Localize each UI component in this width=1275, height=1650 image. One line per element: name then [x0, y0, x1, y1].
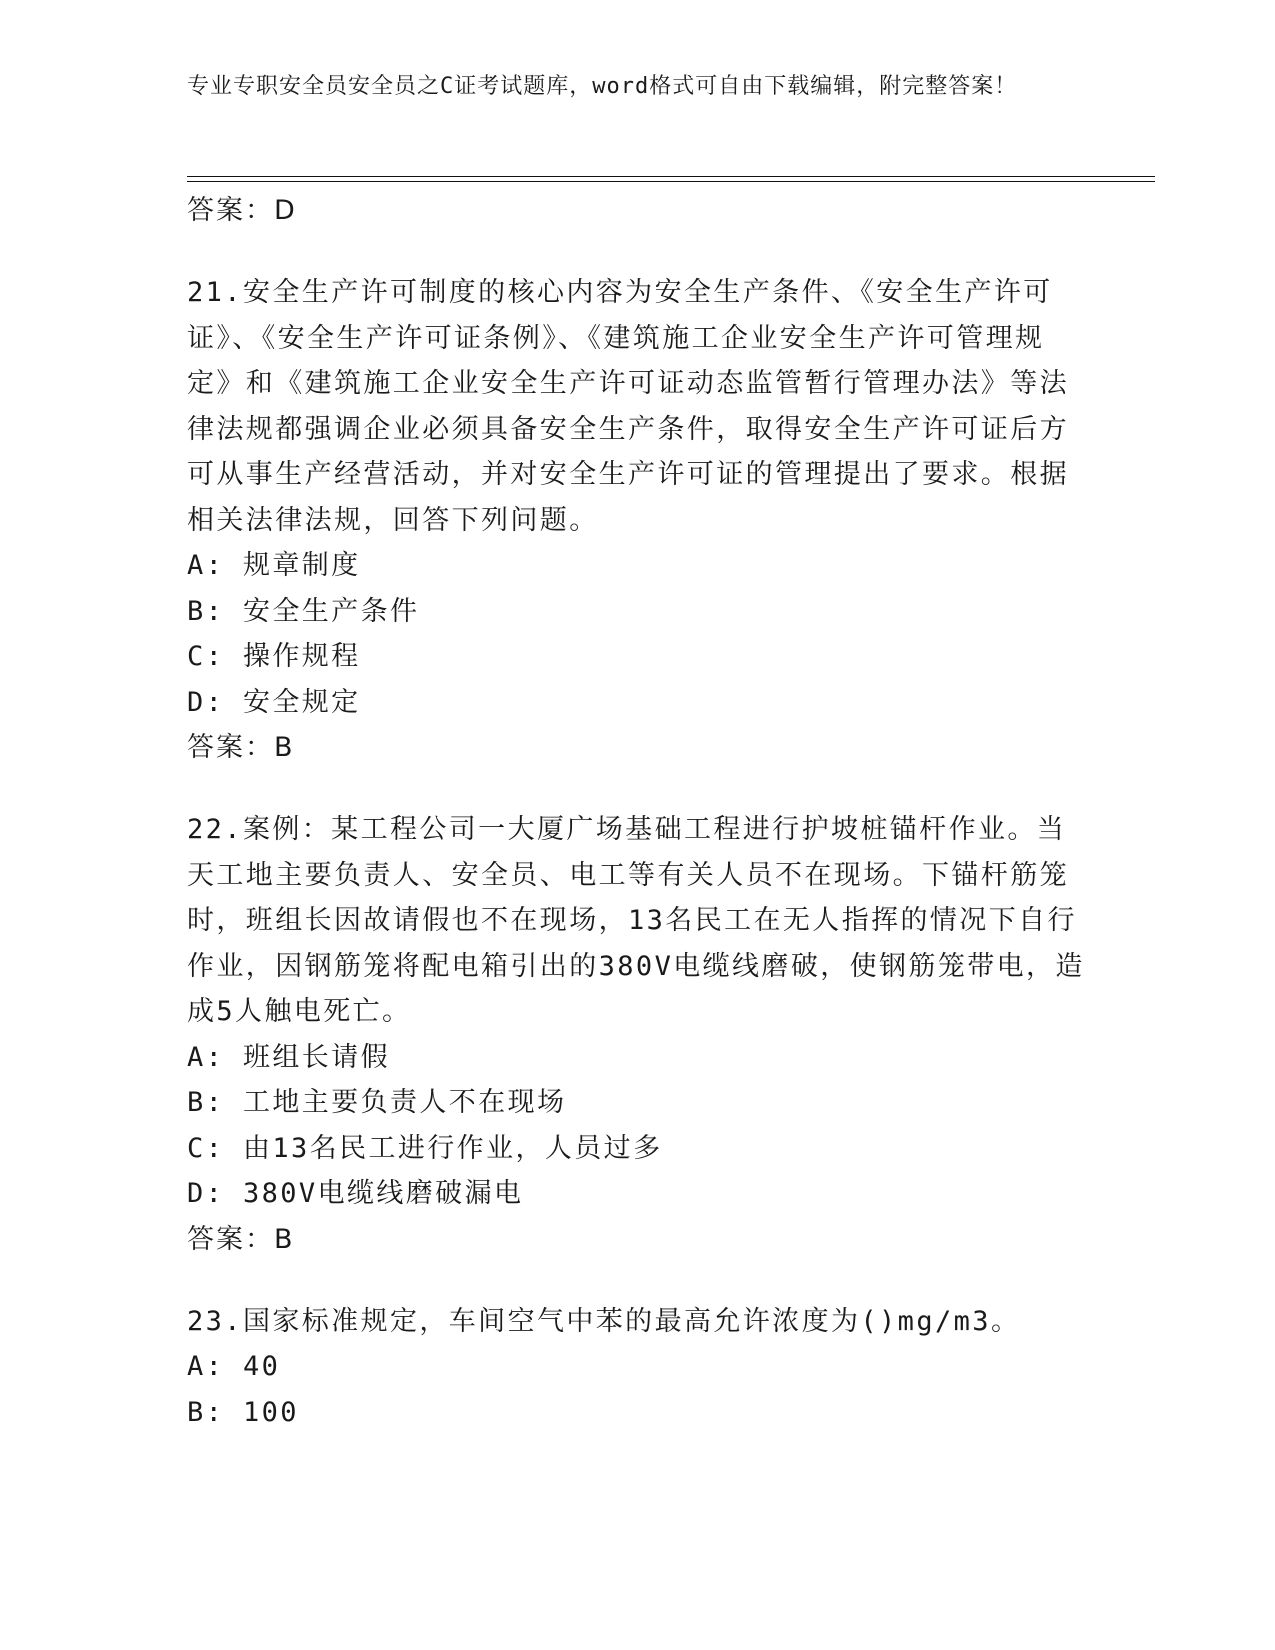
question-23-text: 23.国家标准规定，车间空气中苯的最高允许浓度为()mg/m3。	[187, 1305, 1021, 1337]
header-rule-bottom	[187, 181, 1155, 182]
option-a: A: 班组长请假	[187, 1041, 390, 1073]
option-b: B: 工地主要负责人不在现场	[187, 1087, 567, 1118]
option-b: B: 安全生产条件	[187, 595, 420, 627]
option-b: B: 100	[187, 1396, 299, 1428]
question-21-text: 21.安全生产许可制度的核心内容为安全生产条件、《安全生产许可证》、《安全生产许可证条例》、《建筑施工企业安全生产许可管理规定》和《建筑施工企业安全生产许可证动态监管暂行管理办法》等法律法规都强调企业必须具备安全生产条件，取得安全生产许可证后方可从事生产经营活动，并对安全生产许可证的管理提出了要求。根据相关法律法规，回答下列问题。	[187, 277, 1069, 536]
answer-previous: 答案：D	[187, 195, 297, 226]
option-d: D: 380V电缆线磨破漏电	[187, 1178, 524, 1209]
question-list	[187, 188, 1087, 1435]
option-a: A: 规章制度	[187, 550, 361, 581]
page-header: 专业专职安全员安全员之C证考试题库，word格式可自由下载编辑，附完整答案！	[187, 74, 1018, 99]
header-rule-top	[187, 176, 1155, 177]
option-a: A: 40	[187, 1351, 281, 1382]
option-c: C: 由13名民工进行作业，人员过多	[187, 1132, 663, 1164]
answer-21: 答案：B	[187, 732, 295, 763]
option-c: C: 操作规程	[187, 641, 361, 672]
answer-22: 答案：B	[187, 1223, 295, 1255]
option-d: D: 安全规定	[187, 686, 361, 718]
question-22-text: 22.案例：某工程公司一大厦广场基础工程进行护坡桩锚杆作业。当天工地主要负责人、安全员、电工等有关人员不在现场。下锚杆筋笼时，班组长因故请假也不在现场，13名民工在无人指挥的情况下自行作业，因钢筋笼将配电箱引出的380V电缆线磨破，使钢筋笼带电，造成5人触电死亡。	[187, 814, 1085, 1027]
